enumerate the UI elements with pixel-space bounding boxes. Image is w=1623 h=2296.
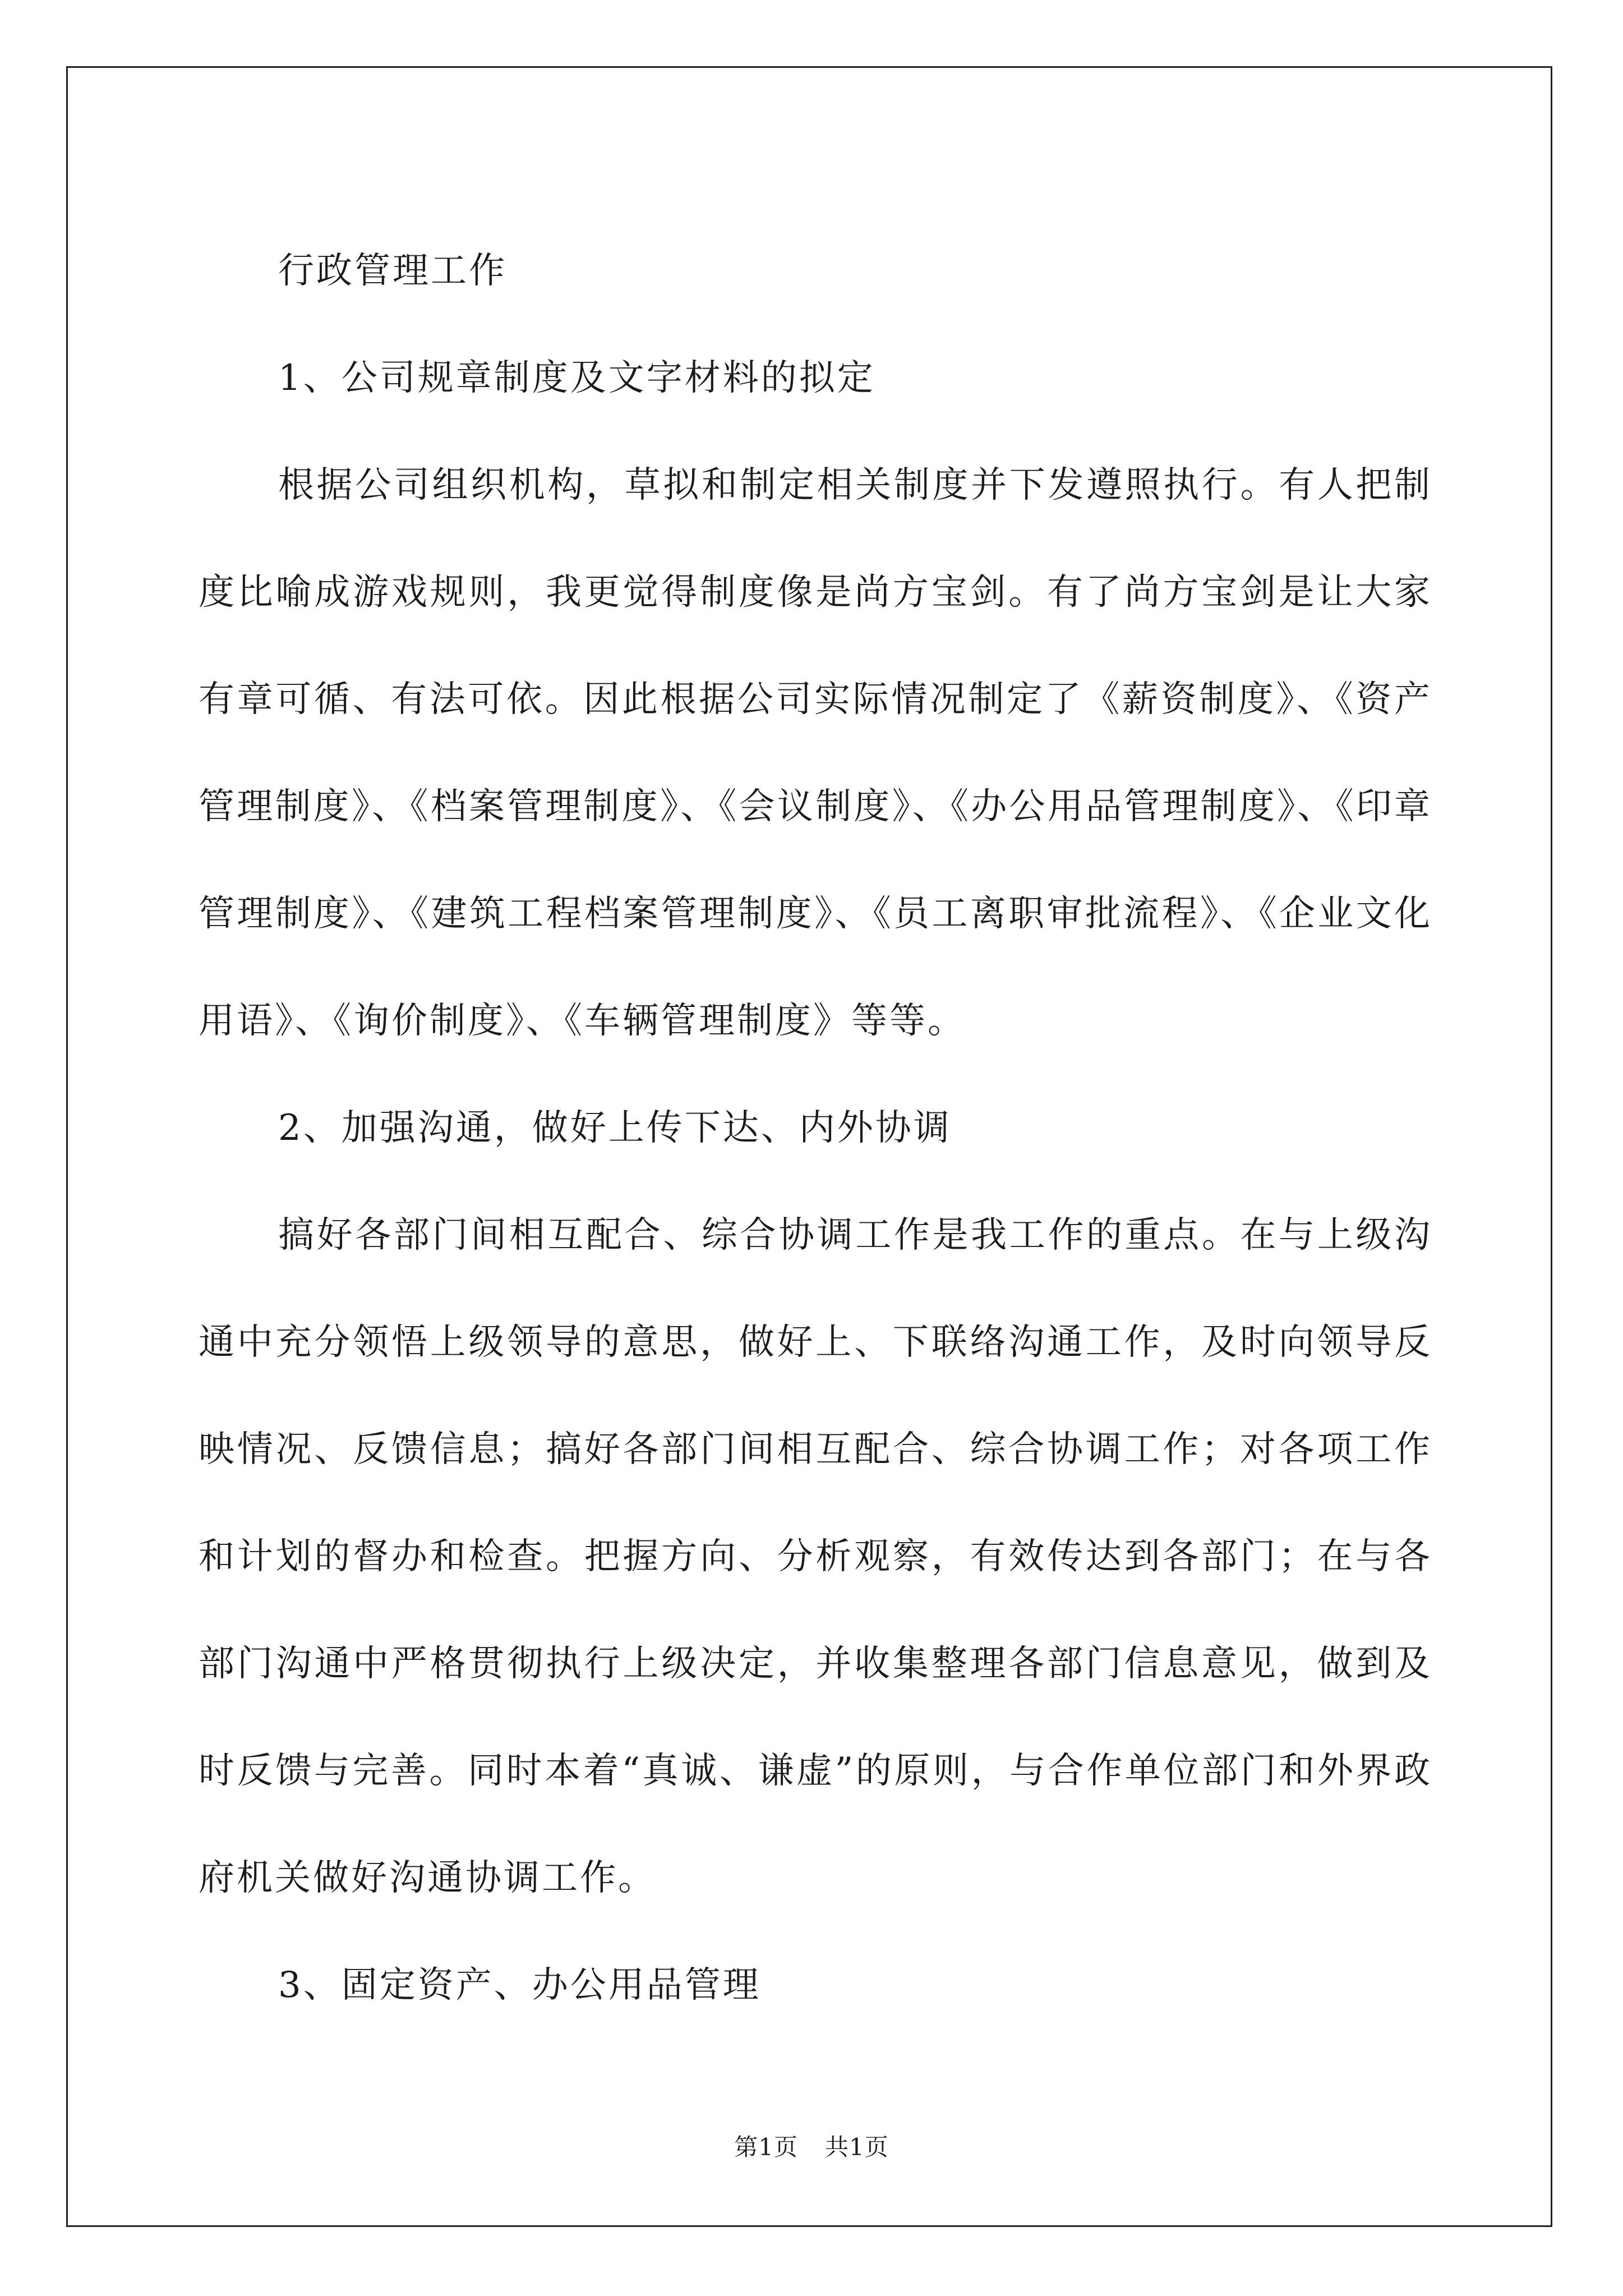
page-number: 第1页 [734, 2133, 798, 2161]
body-paragraph-1: 根据公司组织机构，草拟和制定相关制度并下发遵照执行。有人把制度比喻成游戏规则，我更觉得制度像是尚方宝剑。有了尚方宝剑是让大家有章可循、有法可依。因此根据公司实际情况制定了《薪资制度》、《资产管理制度》、《档案管理制度》、《会议制度》、《办公用品管理制度》、《印章管理制度》、《建筑工程档案管理制度》、《员工离职审批流程》、《企业文化用语》、《询价制度》、《车辆管理制度》等等。 [199, 464, 1432, 1042]
page-total: 共1页 [825, 2133, 889, 2161]
page-footer [0, 2131, 1623, 2164]
subsection-heading-2: 2、加强沟通，做好上传下达、内外协调 [278, 1107, 952, 1149]
section-heading: 行政管理工作 [278, 250, 507, 292]
document-body [199, 218, 1432, 2039]
body-paragraph-2: 搞好各部门间相互配合、综合协调工作是我工作的重点。在与上级沟通中充分领悟上级领导的意思，做好上、下联络沟通工作，及时向领导反映情况、反馈信息；搞好各部门间相互配合、综合协调工作；对各项工作和计划的督办和检查。把握方向、分析观察，有效传达到各部门；在与各部门沟通中严格贯彻执行上级决定，并收集整理各部门信息意见，做到及时反馈与完善。同时本着“真诚、谦虚”的原则，与合作单位部门和外界政府机关做好沟通协调工作。 [199, 1214, 1432, 1899]
subsection-heading-3: 3、固定资产、办公用品管理 [278, 1964, 761, 2006]
subsection-heading-1: 1、公司规章制度及文字材料的拟定 [278, 357, 875, 399]
